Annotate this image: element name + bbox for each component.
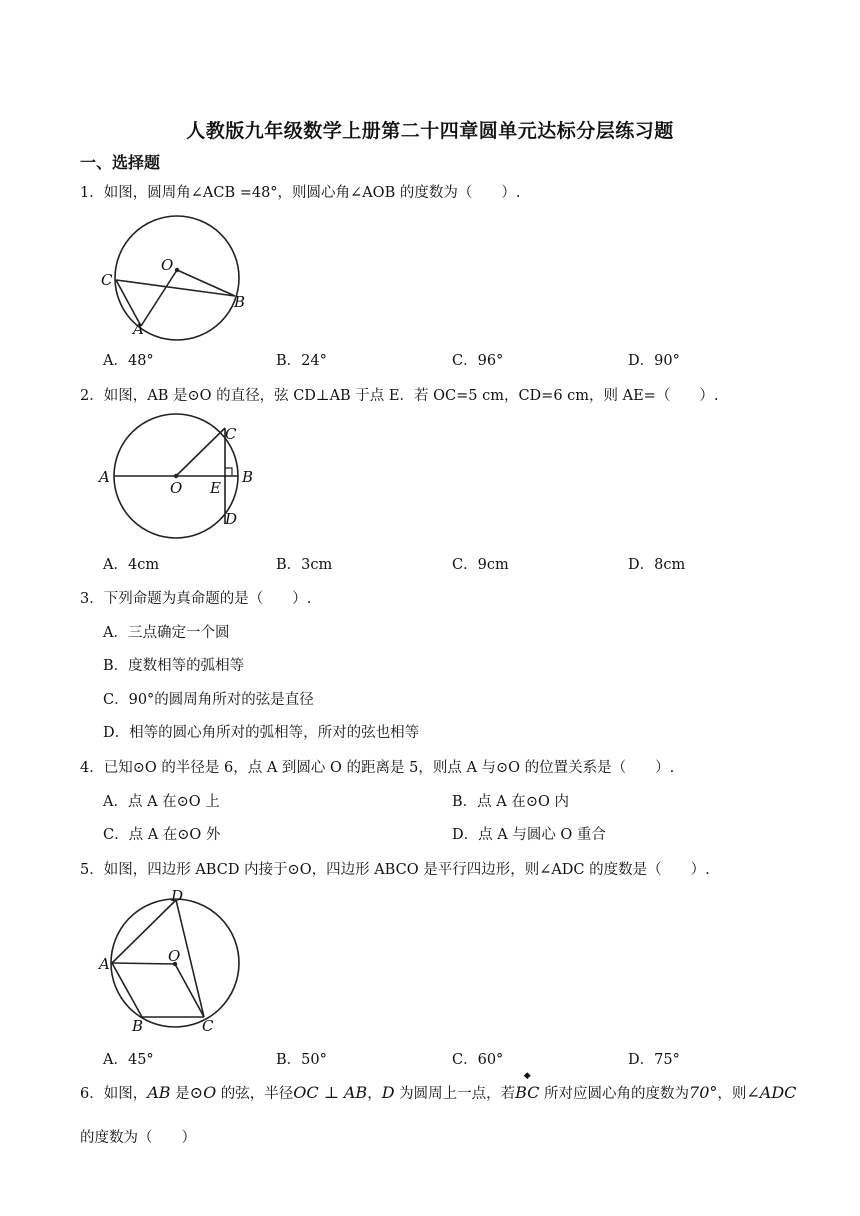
label-d: D — [171, 887, 184, 905]
question-1-figure — [100, 210, 250, 340]
q6-arc-bc — [515, 1071, 540, 1102]
question-1-stem: 1．如图，圆周角∠ACB =48°，则圆心角∠AOB 的度数为（ ）. — [80, 185, 521, 201]
question-5-option-a[interactable]: A．45° — [103, 1052, 154, 1068]
question-4-option-b[interactable]: B．点 A 在⊙O 内 — [452, 794, 569, 810]
question-5-figure — [98, 885, 258, 1035]
question-1-option-a[interactable]: A．48° — [103, 353, 154, 369]
q6-d: D — [381, 1083, 395, 1102]
question-3-option-c[interactable]: C．90°的圆周角所对的弦是直径 — [103, 692, 314, 708]
label-a: A — [133, 320, 144, 338]
arc-icon: ◆ — [523, 1071, 531, 1081]
question-1-option-b[interactable]: B．24° — [276, 353, 327, 369]
label-c: C — [101, 271, 113, 289]
question-1-option-d[interactable]: D．90° — [628, 353, 680, 369]
q6-t2: 的弦，半径 — [216, 1086, 294, 1102]
label-b: B — [242, 468, 254, 486]
label-o: O — [161, 256, 174, 274]
question-1-option-c[interactable]: C．96° — [452, 353, 504, 369]
question-4-stem: 4．已知⊙O 的半径是 6，点 A 到圆心 O 的距离是 5，则点 A 与⊙O 的位置关系是（ ）. — [80, 760, 675, 776]
q6-adc: ∠ADC — [746, 1083, 797, 1102]
question-4-option-c[interactable]: C．点 A 在⊙O 外 — [103, 827, 221, 843]
question-2-option-c[interactable]: C．9cm — [452, 557, 509, 573]
question-3-option-d[interactable]: D．相等的圆心角所对的弧相等，所对的弦也相等 — [103, 725, 420, 741]
question-3-option-a[interactable]: A．三点确定一个圆 — [103, 625, 230, 641]
question-4-option-a[interactable]: A．点 A 在⊙O 上 — [103, 794, 220, 810]
q6-t1: 是 — [170, 1086, 190, 1102]
label-o: O — [168, 947, 181, 965]
q6-deg: 70° — [689, 1083, 718, 1102]
q6-bc: BC — [515, 1083, 540, 1102]
question-2-stem: 2．如图，AB 是⊙O 的直径，弦 CD⊥AB 于点 E．若 OC=5 cm，CD=6 cm，则 AE=（ ）. — [80, 388, 719, 404]
question-5-stem: 5．如图，四边形 ABCD 内接于⊙O，四边形 ABCO 是平行四边形，则∠ADC 的度数是（ ）. — [80, 862, 710, 878]
question-5-option-d[interactable]: D．75° — [628, 1052, 680, 1068]
question-2-option-a[interactable]: A．4cm — [103, 557, 160, 573]
q6-circle-o: ⊙O — [189, 1083, 217, 1102]
question-3-option-b[interactable]: B．度数相等的弧相等 — [103, 658, 245, 674]
question-3-stem: 3．下列命题为真命题的是（ ）. — [80, 591, 312, 607]
question-5-option-c[interactable]: C．60° — [452, 1052, 504, 1068]
question-2-option-b[interactable]: B．3cm — [276, 557, 333, 573]
label-e: E — [210, 479, 221, 497]
label-o: O — [170, 479, 183, 497]
q6-ab: AB — [147, 1083, 171, 1102]
q6-t5: 所对应圆心角的度数为 — [539, 1086, 690, 1102]
label-b: B — [234, 293, 246, 311]
question-2-figure — [98, 414, 263, 539]
label-a: A — [99, 955, 110, 973]
question-6-stem — [80, 1071, 797, 1103]
page-title: 人教版九年级数学上册第二十四章圆单元达标分层练习题 — [186, 120, 674, 142]
q6-t4: 为圆周上一点，若 — [394, 1086, 516, 1102]
label-a: A — [99, 468, 110, 486]
q6-oc-perp-ab: OC ⊥ AB — [293, 1083, 368, 1102]
question-2-option-d[interactable]: D．8cm — [628, 557, 686, 573]
section-heading: 一、选择题 — [80, 153, 161, 172]
q6-t3: ， — [367, 1086, 382, 1102]
label-c: C — [202, 1017, 214, 1035]
label-d: D — [225, 510, 238, 528]
q6-t6: ，则 — [717, 1086, 747, 1102]
q6-num: 6．如图， — [80, 1086, 148, 1102]
question-4-option-d[interactable]: D．点 A 与圆心 O 重合 — [452, 827, 606, 843]
question-6-stem-line2: 的度数为（ ） — [80, 1130, 196, 1146]
label-b: B — [132, 1017, 144, 1035]
question-5-option-b[interactable]: B．50° — [276, 1052, 327, 1068]
label-c: C — [225, 425, 237, 443]
